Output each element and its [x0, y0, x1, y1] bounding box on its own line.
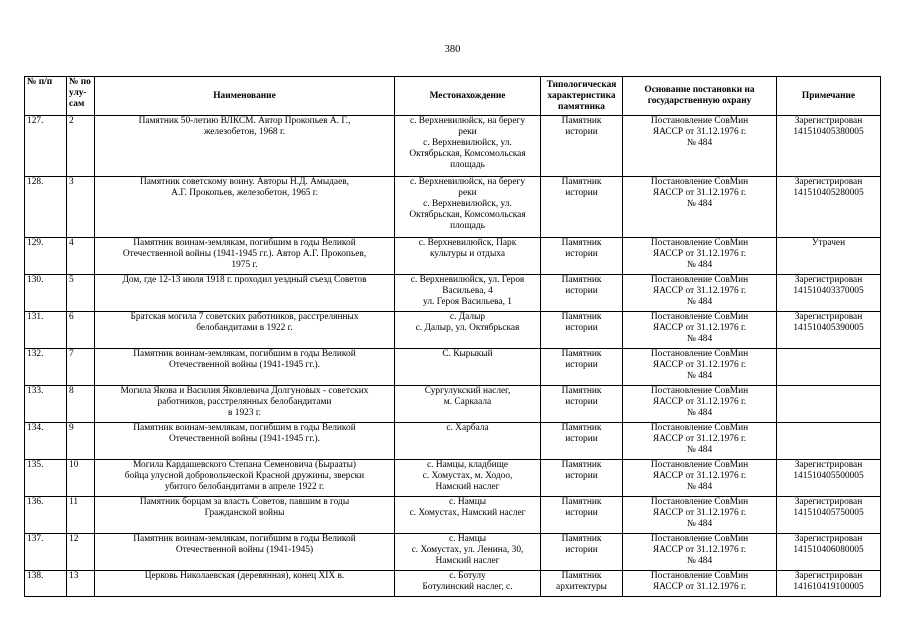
- row-ulus-number: 7: [67, 349, 95, 386]
- row-note-line: 141510405750005: [793, 508, 864, 518]
- row-basis-line: № 484: [686, 519, 713, 529]
- row-location-line: площадь: [450, 221, 485, 231]
- page-number: 380: [444, 44, 461, 55]
- row-basis-line: Постановление СовМин: [650, 534, 749, 544]
- row-location-line: с. Харбала: [446, 423, 489, 433]
- row-location-line: с. Ботулу: [449, 571, 486, 581]
- row-name-line: бойца улусной добровольческой Красной дружины, зверски: [124, 471, 365, 481]
- table-row: [25, 497, 881, 534]
- row-type-line: Памятник: [561, 423, 602, 433]
- row-name-line: Отечественной войны (1941-1945): [175, 545, 314, 555]
- row-type-line: Памятник: [561, 497, 602, 507]
- row-note-line: Зарегистрирован: [794, 460, 863, 470]
- row-type: [541, 571, 623, 597]
- row-ulus-number: 9: [67, 423, 95, 460]
- row-name: [95, 497, 395, 534]
- row-note-line: Зарегистрирован: [794, 571, 863, 581]
- row-note-line: 141510405280005: [793, 188, 864, 198]
- row-name-line: Памятник советскому воину. Авторы Н.Д. Амыдаев,: [139, 177, 350, 187]
- row-basis-line: ЯАССР от 31.12.1976 г.: [652, 434, 747, 444]
- header-line: характеристика: [547, 90, 616, 101]
- row-basis-line: Постановление СовМин: [650, 460, 749, 470]
- row-location: [395, 534, 541, 571]
- row-name-line: Церковь Николаевская (деревянная), конец XIX в.: [144, 571, 345, 581]
- row-name-line: Памятник воинам-землякам, погибшим в годы Великой: [133, 534, 356, 544]
- row-basis-line: Постановление СовМин: [650, 116, 749, 126]
- row-name: [95, 116, 395, 177]
- row-location-line: с. Намцы: [448, 497, 487, 507]
- table-row: [25, 423, 881, 460]
- header-line: № по: [69, 77, 91, 87]
- row-name-line: Братская могила 7 советских работников, расстрелянных: [130, 312, 359, 322]
- row-note-line: 141510405380005: [793, 127, 864, 137]
- row-ulus-number: 11: [67, 497, 95, 534]
- row-type-line: истории: [565, 434, 598, 444]
- row-name-line: Отечественной войны (1941-1945 гг.).: [168, 360, 321, 370]
- row-name-line: убитого белобандитами в апреле 1922 г.: [164, 482, 325, 492]
- row-basis-line: ЯАССР от 31.12.1976 г.: [652, 508, 747, 518]
- row-basis-line: Постановление СовМин: [650, 571, 749, 581]
- row-location: [395, 349, 541, 386]
- row-basis-line: ЯАССР от 31.12.1976 г.: [652, 127, 747, 137]
- row-name-line: Памятник воинам-землякам, погибшим в годы Великой: [133, 238, 356, 248]
- row-name-line: 1975 г.: [231, 260, 258, 270]
- header-line: государственную охрану: [647, 96, 752, 106]
- row-name-line: Гражданской войны: [204, 508, 285, 518]
- row-basis-line: № 484: [686, 371, 713, 381]
- row-note: [777, 534, 881, 571]
- row-number: 133.: [25, 386, 67, 423]
- row-type-line: истории: [565, 471, 598, 481]
- row-location-line: с. Намцы: [448, 534, 487, 544]
- row-basis-line: Постановление СовМин: [650, 177, 749, 187]
- row-basis: [623, 349, 777, 386]
- row-type-line: Памятник: [561, 534, 602, 544]
- row-location: [395, 386, 541, 423]
- row-location: [395, 497, 541, 534]
- row-type-line: Памятник: [561, 571, 602, 581]
- row-location-line: Сургулукский наслег,: [424, 386, 511, 396]
- row-name-line: Отечественной войны (1941-1945 гг.). Автор А.Г. Прокопьев,: [122, 249, 367, 259]
- row-type-line: истории: [565, 188, 598, 198]
- row-location-line: с. Хомустах, ул. Ленина, 30,: [411, 545, 524, 555]
- row-basis: [623, 177, 777, 238]
- row-ulus-number: 8: [67, 386, 95, 423]
- row-name: [95, 571, 395, 597]
- row-name: [95, 460, 395, 497]
- row-note: [777, 386, 881, 423]
- row-basis-line: № 484: [686, 556, 713, 566]
- row-location-line: Октябрьская, Комсомольская: [409, 149, 526, 159]
- row-basis-line: № 484: [686, 334, 713, 344]
- row-location: [395, 460, 541, 497]
- row-basis-line: ЯАССР от 31.12.1976 г.: [652, 360, 747, 370]
- row-location-line: с. Далыр, ул. Октябрьская: [415, 323, 520, 333]
- header-note: [777, 77, 881, 116]
- row-note-line: 141510406080005: [793, 545, 864, 555]
- row-location-line: Намский наслег: [435, 482, 500, 492]
- header-line: сам: [69, 99, 85, 109]
- row-name-line: А.Г. Прокопьев, железобетон, 1965 г.: [171, 188, 318, 198]
- row-location-line: ул. Героя Васильева, 1: [423, 297, 512, 307]
- row-basis-line: Постановление СовМин: [650, 238, 749, 248]
- row-type-line: Памятник: [561, 116, 602, 126]
- row-location-line: реки: [458, 188, 477, 198]
- header-line: Наименование: [213, 90, 276, 101]
- row-basis: [623, 534, 777, 571]
- row-location: [395, 275, 541, 312]
- row-type: [541, 497, 623, 534]
- row-type: [541, 460, 623, 497]
- row-name: [95, 238, 395, 275]
- row-number: 129.: [25, 238, 67, 275]
- table-row: [25, 275, 881, 312]
- row-name-line: в 1923 г.: [228, 408, 261, 418]
- header-line: улу-: [69, 88, 87, 98]
- row-type-line: истории: [565, 127, 598, 137]
- row-name: [95, 312, 395, 349]
- row-number: 130.: [25, 275, 67, 312]
- table-row: [25, 116, 881, 177]
- row-location-line: С. Кырыкый: [442, 349, 493, 359]
- row-type-line: истории: [565, 508, 598, 518]
- row-location-line: с. Верхневилюйск, ул.: [423, 199, 512, 209]
- row-location: [395, 116, 541, 177]
- row-type-line: Памятник: [561, 238, 602, 248]
- row-location-line: Намский наслег: [435, 556, 500, 566]
- row-type-line: Памятник: [561, 386, 602, 396]
- row-ulus-number: 12: [67, 534, 95, 571]
- row-basis: [623, 386, 777, 423]
- row-note-line: Утрачен: [811, 238, 846, 248]
- row-name-line: Памятник борцам за власть Советов, павшим в годы: [139, 497, 350, 507]
- header-name: [95, 77, 395, 116]
- table-row: [25, 349, 881, 386]
- header-line: Примечание: [801, 90, 856, 101]
- row-basis: [623, 275, 777, 312]
- row-type-line: истории: [565, 249, 598, 259]
- row-type-line: истории: [565, 397, 598, 407]
- row-location: [395, 423, 541, 460]
- row-basis-line: Постановление СовМин: [650, 312, 749, 322]
- row-note: [777, 349, 881, 386]
- row-note: [777, 312, 881, 349]
- row-type-line: Памятник: [561, 460, 602, 470]
- row-type-line: архитектуры: [556, 582, 607, 592]
- row-location-line: реки: [458, 127, 477, 137]
- row-number: 131.: [25, 312, 67, 349]
- row-name-line: Дом, где 12-13 июля 1918 г. проходил уездный съезд Советов: [122, 275, 367, 285]
- row-note: [777, 571, 881, 597]
- row-basis-line: ЯАССР от 31.12.1976 г.: [652, 188, 747, 198]
- row-basis: [623, 571, 777, 597]
- row-location-line: с. Верхневилюйск, на берегу: [409, 177, 526, 187]
- header-type: [541, 77, 623, 116]
- row-basis-line: ЯАССР от 31.12.1976 г.: [652, 249, 747, 259]
- row-name-line: белобандитами в 1922 г.: [196, 323, 293, 333]
- row-note: [777, 460, 881, 497]
- row-basis-line: Постановление СовМин: [650, 275, 749, 285]
- row-type: [541, 275, 623, 312]
- row-name-line: работников, расстрелянных белобандитами: [157, 397, 332, 407]
- row-basis-line: № 484: [686, 138, 713, 148]
- row-note-line: 141510405390005: [793, 323, 864, 333]
- row-location-line: культуры и отдыха: [430, 249, 505, 259]
- row-name-line: Памятник воинам-землякам, погибшим в годы Великой: [133, 423, 356, 433]
- row-note: [777, 497, 881, 534]
- row-type: [541, 116, 623, 177]
- row-name-line: Могила Кардашевского Степана Семеновича (Бырааты): [132, 460, 357, 470]
- table-row: [25, 312, 881, 349]
- table-header-row: [25, 77, 881, 116]
- row-type-line: истории: [565, 545, 598, 555]
- row-basis-line: № 484: [686, 199, 713, 209]
- row-number: 134.: [25, 423, 67, 460]
- row-name: [95, 386, 395, 423]
- row-location-line: с. Верхневилюйск, ул.: [423, 138, 512, 148]
- row-basis-line: ЯАССР от 31.12.1976 г.: [652, 582, 747, 592]
- row-note-line: Зарегистрирован: [794, 177, 863, 187]
- row-type: [541, 238, 623, 275]
- row-name: [95, 275, 395, 312]
- header-number: [25, 77, 67, 116]
- row-name-line: Могила Якова и Василия Яковлевича Долгуновых - советских: [120, 386, 369, 396]
- row-ulus-number: 4: [67, 238, 95, 275]
- row-note-line: Зарегистрирован: [794, 275, 863, 285]
- row-note-line: 141610419100005: [793, 582, 864, 592]
- row-location-line: с. Верхневилюйск, ул. Героя: [410, 275, 525, 285]
- row-location: [395, 177, 541, 238]
- row-type-line: Памятник: [561, 312, 602, 322]
- row-basis: [623, 116, 777, 177]
- row-number: 127.: [25, 116, 67, 177]
- row-location-line: с. Хомустах, м. Ходоо,: [422, 471, 513, 481]
- row-basis-line: № 484: [686, 445, 713, 455]
- header-line: Типологическая: [546, 79, 617, 90]
- header-line: № п/п: [27, 77, 53, 87]
- row-type: [541, 312, 623, 349]
- row-note: [777, 423, 881, 460]
- row-basis-line: № 484: [686, 260, 713, 270]
- row-note-line: Зарегистрирован: [794, 534, 863, 544]
- table-row: [25, 238, 881, 275]
- row-name-line: Отечественной войны (1941-1945 гг.).: [168, 434, 321, 444]
- row-location-line: с. Далыр: [449, 312, 486, 322]
- row-note-line: 141510403370005: [793, 286, 864, 296]
- row-type-line: Памятник: [561, 349, 602, 359]
- table-row: [25, 534, 881, 571]
- row-name-line: Памятник воинам-землякам, погибшим в годы Великой: [133, 349, 356, 359]
- monuments-table: [24, 76, 881, 597]
- row-name: [95, 349, 395, 386]
- row-location-line: Октябрьская, Комсомольская: [409, 210, 526, 220]
- row-location-line: Васильева, 4: [442, 286, 493, 296]
- header-basis: [623, 77, 777, 116]
- row-basis: [623, 423, 777, 460]
- row-note: [777, 238, 881, 275]
- row-basis-line: Постановление СовМин: [650, 423, 749, 433]
- header-location: [395, 77, 541, 116]
- row-basis-line: № 484: [686, 297, 713, 307]
- table-row: [25, 571, 881, 597]
- row-ulus-number: 13: [67, 571, 95, 597]
- row-ulus-number: 3: [67, 177, 95, 238]
- row-ulus-number: 10: [67, 460, 95, 497]
- row-type: [541, 349, 623, 386]
- row-number: 135.: [25, 460, 67, 497]
- header-line: Местонахождение: [429, 90, 506, 101]
- table-row: [25, 460, 881, 497]
- row-basis-line: № 484: [686, 408, 713, 418]
- row-basis-line: Постановление СовМин: [650, 386, 749, 396]
- row-name: [95, 534, 395, 571]
- row-basis-line: ЯАССР от 31.12.1976 г.: [652, 286, 747, 296]
- row-location-line: м. Саркаала: [443, 397, 492, 407]
- row-type: [541, 423, 623, 460]
- row-type: [541, 534, 623, 571]
- row-basis-line: ЯАССР от 31.12.1976 г.: [652, 397, 747, 407]
- row-location-line: площадь: [450, 160, 485, 170]
- row-basis-line: ЯАССР от 31.12.1976 г.: [652, 323, 747, 333]
- row-location-line: с. Верхневилюйск, Парк: [418, 238, 517, 248]
- row-location-line: с. Верхневилюйск, на берегу: [409, 116, 526, 126]
- row-basis-line: ЯАССР от 31.12.1976 г.: [652, 545, 747, 555]
- row-location: [395, 571, 541, 597]
- row-basis: [623, 238, 777, 275]
- row-basis: [623, 460, 777, 497]
- row-note-line: Зарегистрирован: [794, 312, 863, 322]
- row-name: [95, 423, 395, 460]
- row-type: [541, 177, 623, 238]
- row-ulus-number: 2: [67, 116, 95, 177]
- row-basis-line: ЯАССР от 31.12.1976 г.: [652, 471, 747, 481]
- row-number: 137.: [25, 534, 67, 571]
- row-location: [395, 312, 541, 349]
- row-note-line: 141510405500005: [793, 471, 864, 481]
- row-type-line: Памятник: [561, 275, 602, 285]
- table-body: [25, 116, 881, 597]
- row-type-line: Памятник: [561, 177, 602, 187]
- header-line: памятника: [558, 101, 605, 112]
- row-note-line: Зарегистрирован: [794, 116, 863, 126]
- row-number: 138.: [25, 571, 67, 597]
- row-basis: [623, 312, 777, 349]
- row-type: [541, 386, 623, 423]
- row-basis: [623, 497, 777, 534]
- row-type-line: истории: [565, 286, 598, 296]
- header-ulus-number: [67, 77, 95, 116]
- row-note: [777, 116, 881, 177]
- row-type-line: истории: [565, 323, 598, 333]
- row-ulus-number: 5: [67, 275, 95, 312]
- row-basis-line: Постановление СовМин: [650, 497, 749, 507]
- row-ulus-number: 6: [67, 312, 95, 349]
- row-name-line: железобетон, 1968 г.: [203, 127, 286, 137]
- row-note-line: Зарегистрирован: [794, 497, 863, 507]
- row-note: [777, 275, 881, 312]
- table-row: [25, 386, 881, 423]
- row-location-line: с. Хомустах, Намский наслег: [409, 508, 526, 518]
- row-name: [95, 177, 395, 238]
- header-line: Основание постановки на: [644, 85, 755, 95]
- row-number: 136.: [25, 497, 67, 534]
- table-row: [25, 177, 881, 238]
- row-number: 132.: [25, 349, 67, 386]
- row-type-line: истории: [565, 360, 598, 370]
- row-basis-line: Постановление СовМин: [650, 349, 749, 359]
- row-note: [777, 177, 881, 238]
- row-number: 128.: [25, 177, 67, 238]
- row-name-line: Памятник 50-летию ВЛКСМ. Автор Прокопьев А. Г.,: [138, 116, 351, 126]
- row-location: [395, 238, 541, 275]
- row-location-line: с. Намцы, кладбище: [426, 460, 509, 470]
- row-basis-line: № 484: [686, 482, 713, 492]
- row-location-line: Ботулинский наслег, с.: [422, 582, 513, 592]
